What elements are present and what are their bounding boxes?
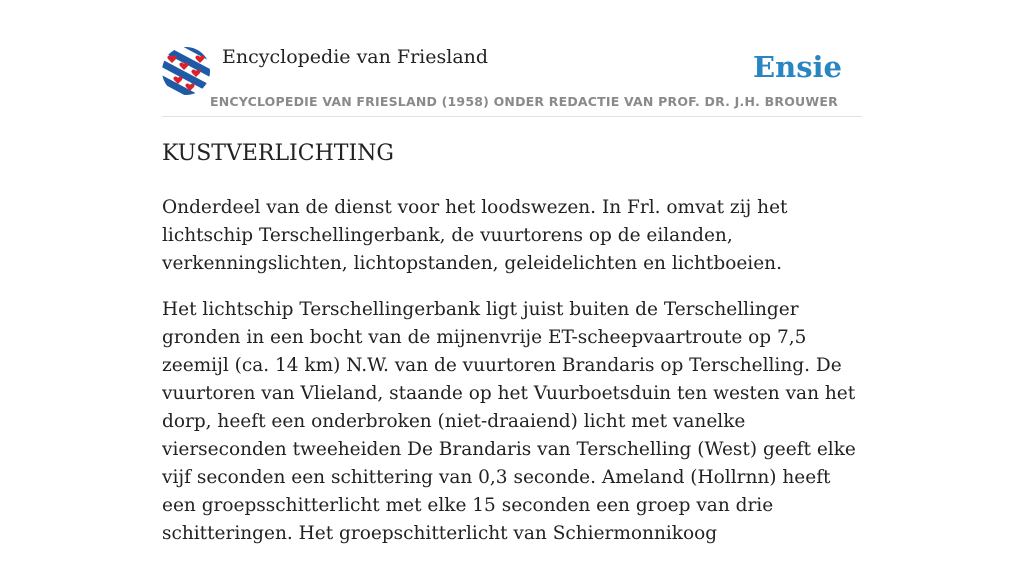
site-title[interactable]: Encyclopedie van Friesland xyxy=(222,46,489,68)
brand-logo-link[interactable]: Ensie xyxy=(753,50,842,84)
article-paragraph-2: Het lichtschip Terschellingerbank ligt juist buiten de Terschellinger gronden in een bocht van de mijnenvrije ET-scheepvaartroute op 7,5 zeemijl (ca. 14 km) N.W. van de vuurtoren Brandaris op Terschelling. De vuurtoren van Vlieland, staande op het Vuurboetsduin ten westen van het dorp, heeft een onderbroken (niet-draaiend) licht met vanelke vierseconden tweeheiden De Brandaris van Terschelling (West) geeft elke vijf seconden een schittering van 0,3 seconde. Ameland (Hollrnn) heeft een groepsschitterlicht met elke 15 seconden een groep van drie schitteringen. Het groepschitterlicht van Schiermonnikoog xyxy=(162,299,856,544)
article-title: KUSTVERLICHTING xyxy=(162,141,394,166)
frisian-flag-icon[interactable] xyxy=(162,47,210,95)
article-paragraph-1: Onderdeel van de dienst voor het loodswezen. In Frl. omvat zij het lichtschip Terschellingerbank, de vuurtorens op de eilanden, verkenningslichten, lichtopstanden, geleidelichten en lichtboeien. xyxy=(162,197,788,274)
article xyxy=(162,138,862,566)
site-header xyxy=(162,44,862,117)
site-subtitle: ENCYCLOPEDIE VAN FRIESLAND (1958) ONDER REDACTIE VAN PROF. DR. J.H. BROUWER xyxy=(210,94,838,109)
